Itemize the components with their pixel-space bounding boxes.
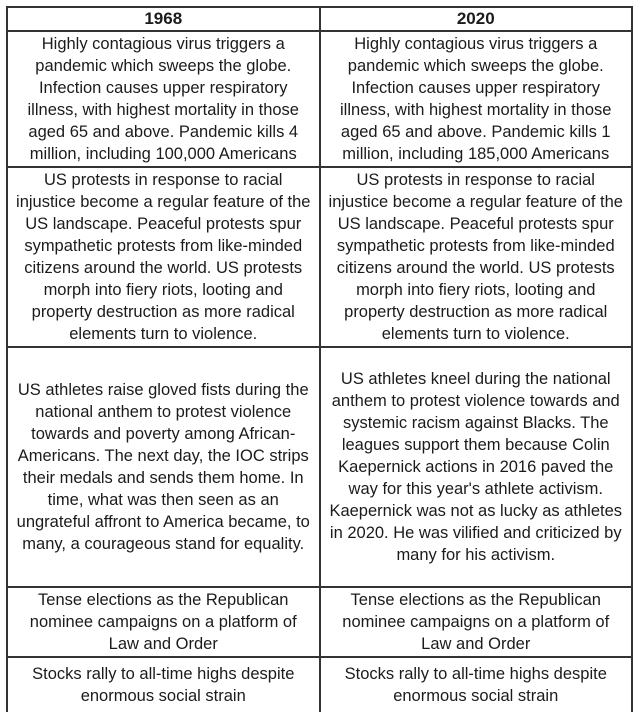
header-row (7, 7, 632, 31)
table-header (7, 7, 632, 31)
table-row-athletes (7, 347, 632, 587)
table-row-elections (7, 587, 632, 657)
cell-pandemic-2020: Highly contagious virus triggers a pandemic which sweeps the globe. Infection causes upper respiratory illness, with highest mortality in those aged 65 and above. Pandemic kills 1 million, including 185,000 Americans (320, 31, 633, 167)
cell-stocks-1968: Stocks rally to all-time highs despite enormous social strain (7, 657, 320, 712)
cell-stocks-2020: Stocks rally to all-time highs despite enormous social strain (320, 657, 633, 712)
cell-pandemic-1968: Highly contagious virus triggers a pandemic which sweeps the globe. Infection causes upper respiratory illness, with highest mortality in those aged 65 and above. Pandemic kills 4 million, including 100,000 Americans (7, 31, 320, 167)
column-header-1968: 1968 (7, 7, 320, 31)
column-header-2020: 2020 (320, 7, 633, 31)
cell-protests-2020: US protests in response to racial injustice become a regular feature of the US landscape. Peaceful protests spur sympathetic protests from like-minded citizens around the world. US protests morph into fiery riots, looting and property destruction as more radical elements turn to violence. (320, 167, 633, 347)
cell-protests-1968: US protests in response to racial injustice become a regular feature of the US landscape. Peaceful protests spur sympathetic protests from like-minded citizens around the world. US protests morph into fiery riots, looting and property destruction as more radical elements turn to violence. (7, 167, 320, 347)
cell-athletes-2020: US athletes kneel during the national anthem to protest violence towards and systemic racism against Blacks. The leagues support them because Colin Kaepernick actions in 2016 paved the way for this year's athlete activism. Kaepernick was not as lucky as athletes in 2020. He was vilified and criticized by many for his activism. (320, 347, 633, 587)
table-body (7, 31, 632, 712)
cell-elections-2020: Tense elections as the Republican nominee campaigns on a platform of Law and Order (320, 587, 633, 657)
table-row-pandemic (7, 31, 632, 167)
table-row-protests (7, 167, 632, 347)
comparison-table-1968-vs-2020 (6, 6, 633, 712)
table-row-stocks (7, 657, 632, 712)
cell-elections-1968: Tense elections as the Republican nominee campaigns on a platform of Law and Order (7, 587, 320, 657)
cell-athletes-1968: US athletes raise gloved fists during the national anthem to protest violence towards and poverty among African-Americans. The next day, the IOC strips their medals and sends them home. In time, what was then seen as an ungrateful affront to America became, to many, a courageous stand for equality. (7, 347, 320, 587)
